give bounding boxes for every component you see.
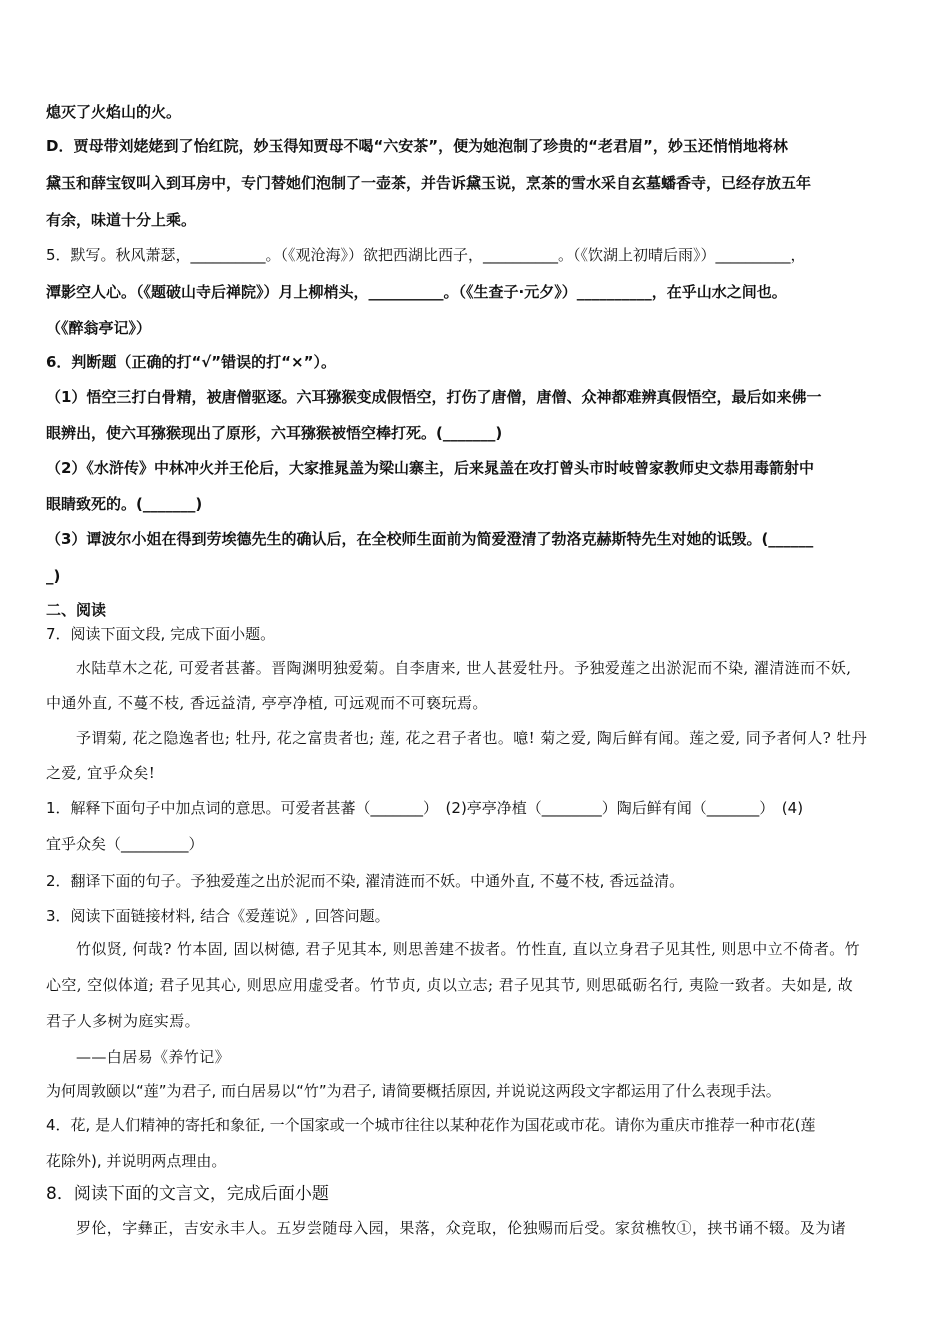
question-5-line: 潭影空人心。（《题破山寺后禅院》）月上柳梢头，__________。（《生查子·元夕》）__________，在乎山水之间也。 [46,283,787,301]
passage-source: ——白居易《养竹记》 [76,1048,231,1066]
question-5-line: 5．默写。秋风萧瑟，__________。（《观沧海》）欲把西湖比西子，__________。（《饮湖上初晴后雨》）__________， [46,246,806,264]
passage-line: 君子人多树为庭实焉。 [46,1012,201,1030]
passage-line: 之爱, 宜乎众矣! [46,764,156,782]
question-6-item-3: _) [46,567,61,585]
text-line: 熄灭了火焰山的火。 [46,103,182,121]
passage-line: 予谓菊, 花之隐逸者也; 牡丹, 花之富贵者也; 莲, 花之君子者也。噫! 菊之爱, 陶后鲜有闻。莲之爱, 同予者何人? 牡丹 [76,729,868,747]
passage-line: 罗伦，字彝正，吉安永丰人。五岁尝随母入园，果落，众竞取，伦独赐而后受。家贫樵牧①，挟书诵不辍。及为诸 [76,1219,847,1237]
question-5-line: （《醉翁亭记》） [46,319,152,337]
question-7-title: 7．阅读下面文段, 完成下面小题。 [46,625,276,643]
question-6-item-2: （2）《水浒传》中林冲火并王伦后，大家推晁盖为梁山寨主，后来晁盖在攻打曾头市时岐曾家教师史文恭用毒箭射中 [46,459,814,477]
question-6-item-1: 眼辨出，使六耳猕猴现出了原形，六耳猕猴被悟空棒打死。(_______) [46,424,503,442]
section-heading: 二、阅读 [46,601,107,619]
passage-line: 竹似贤, 何哉? 竹本固, 固以树德, 君子见其本, 则思善建不拔者。竹性直, 直以立身君子见其性, 则思中立不倚者。竹 [76,940,861,958]
passage-line: 中通外直, 不蔓不枝, 香远益清, 亭亭净植, 可远观而不可亵玩焉。 [46,694,488,712]
text-line: 黛玉和薛宝钗叫入到耳房中，专门替她们泡制了一壶茶，并告诉黛玉说，烹茶的雪水采自玄墓蟠香寺，已经存放五年 [46,174,812,192]
question-7-sub-4: 花除外), 并说明两点理由。 [46,1152,227,1170]
option-d-line: D．贾母带刘姥姥到了怡红院，妙玉得知贾母不喝“六安茶”，便为她泡制了珍贵的“老君眉”，妙玉还悄悄地将林 [46,137,788,155]
passage-line: 水陆草木之花, 可爱者甚蕃。晋陶渊明独爱菊。自李唐来, 世人甚爱牡丹。予独爱莲之出淤泥而不染, 濯清涟而不妖, [76,659,852,677]
question-6-item-1: （1）悟空三打白骨精，被唐僧驱逐。六耳猕猴变成假悟空，打伤了唐僧，唐僧、众神都难辨真假悟空，最后如来佛一 [46,388,822,406]
question-6-item-3: （3）谭波尔小姐在得到劳埃德先生的确认后，在全校师生面前为简爱澄清了勃洛克赫斯特先生对她的诋毁。(______ [46,530,814,548]
text-line: 有余，味道十分上乘。 [46,211,197,229]
question-7-sub-3: 3．阅读下面链接材料, 结合《爱莲说》, 回答问题。 [46,907,390,925]
question-7-sub-4: 4．花, 是人们精神的寄托和象征, 一个国家或一个城市往往以某种花作为国花或市花。请你为重庆市推荐一种市花(莲 [46,1116,816,1134]
question-7-sub-1: 宜乎众矣（_________） [46,835,204,853]
question-8-title: 8．阅读下面的文言文，完成后面小题 [46,1184,329,1204]
question-7-sub-3: 为何周敦颐以“莲”为君子, 而白居易以“竹”为君子, 请简要概括原因, 并说说这两段文字都运用了什么表现手法。 [46,1082,781,1100]
passage-line: 心空, 空似体道; 君子见其心, 则思应用虚受者。竹节贞, 贞以立志; 君子见其节, 则思砥砺名行, 夷险一致者。夫如是, 故 [46,976,854,994]
question-6-item-2: 眼睛致死的。(_______) [46,495,203,513]
question-6-title: 6．判断题（正确的打“√”错误的打“×”）。 [46,353,336,371]
question-7-sub-2: 2．翻译下面的句子。予独爱莲之出於泥而不染, 濯清涟而不妖。中通外直, 不蔓不枝, 香远益清。 [46,872,685,890]
question-7-sub-1: 1．解释下面句子中加点词的意思。可爱者甚蕃（_______） (2)亭亭净植（________）陶后鲜有闻（_______） (4) [46,799,804,817]
